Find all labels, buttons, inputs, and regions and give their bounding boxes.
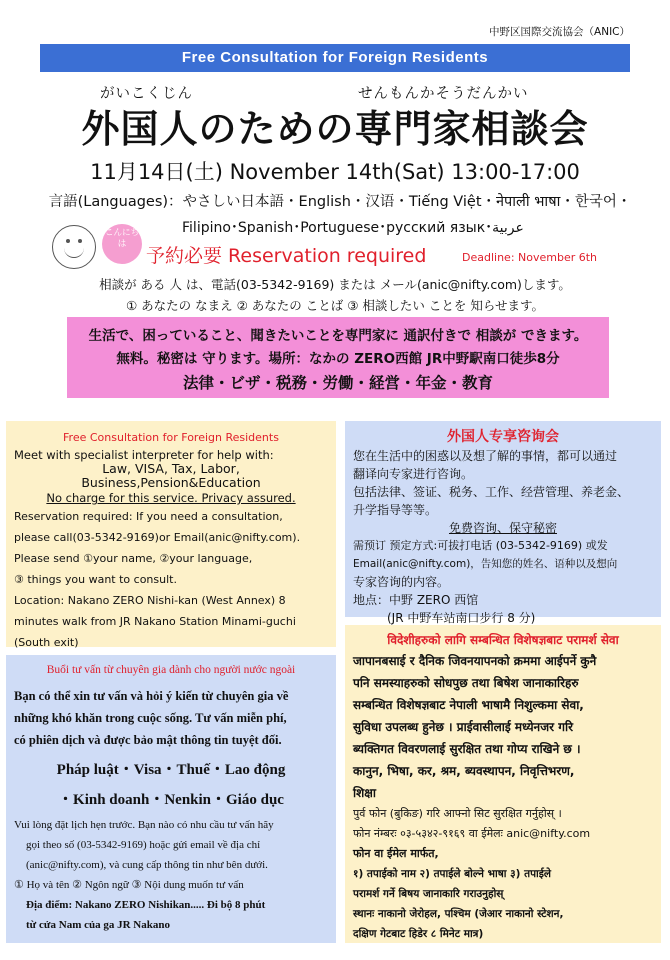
title-ruby-left: がいこくじん: [100, 86, 193, 102]
nepali-line: परामर्श गर्ने बिषय जानाकारि गराउनुहोस्: [353, 888, 504, 900]
vietnamese-line: có phiên dịch và được bảo mật thông tin tuyệt đối.: [14, 733, 282, 747]
nepali-section: [345, 625, 661, 943]
chinese-line: (JR 中野车站南口步行 8 分): [387, 611, 536, 625]
chinese-line: 免费咨询、保守秘密: [448, 521, 557, 535]
top-banner: Free Consultation for Foreign Residents: [40, 44, 630, 72]
nepali-line: जापानबसाई र दैनिक जिवनयापनको क्रममा आईपर्ने कुनै: [353, 654, 597, 668]
english-line: Meet with specialist interpreter for help with:: [14, 448, 274, 462]
nepali-line: पुर्व फोन (बुकिङ) गरि आफ्नो सिट सुरक्षित गर्नुहोस् ।: [353, 807, 562, 820]
event-date: 11月14日(土) November 14th(Sat) 13:00-17:00: [90, 160, 580, 184]
english-line: Location: Nakano ZERO Nishi-kan (West Annex) 8: [14, 594, 286, 607]
vietnamese-title: Buổi tư vấn từ chuyên gia dành cho người nước ngoài: [46, 664, 296, 676]
chinese-line: 包括法律、签证、税务、工作、经营管理、养老金、: [353, 485, 630, 499]
vietnamese-line: những khó khăn trong cuộc sống. Tư vấn miễn phí,: [14, 711, 287, 725]
nepali-line: कानुन, भिषा, कर, श्रम, ब्यवस्थापन, निवृत्तिभरण,: [353, 764, 575, 778]
nepali-line: ब्यक्तिगत विवरणलाई सुरक्षित तथा गोप्य राखिने छ ।: [353, 742, 581, 756]
nepali-title: विदेशीहरुको लागि सम्बन्धित विशेषज्ञबाट परामर्श सेवा: [387, 633, 619, 647]
vietnamese-line: Vui lòng đặt lịch hẹn trước. Bạn nào có nhu cầu tư vấn hãy: [14, 819, 274, 831]
pink-line-1: 生活で、困っていること、聞きたいことを専門家に 通訳付きで 相談が できます。: [88, 328, 588, 344]
chinese-line: 地点：中野 ZERO 西馆: [353, 593, 479, 607]
organization-name: 中野区国際交流協会（ANIC）: [489, 26, 630, 38]
nepali-line: सुविधा उपलब्ध हुनेछ । प्राईवासीलाई मध्येनजर गरि: [353, 720, 573, 734]
pink-line-3: 法律・ビザ・税務・労働・経営・年金・教育: [182, 374, 493, 392]
nepali-line: सम्बन्धित विशेषज्ञबाट नेपाली भाषामै निशुल्कमा सेवा,: [353, 698, 584, 712]
contact-info: 相談が ある 人 は、電話(03-5342-9169) または メール(anic@nifty.com)します。: [99, 277, 571, 292]
chinese-line: 您在生活中的困惑以及想了解的事情，都可以通过: [353, 449, 618, 463]
page-title: 外国人のための専門家相談会: [81, 107, 589, 151]
english-line: No charge for this service. Privacy assured.: [46, 491, 296, 505]
nepali-line: पनि समस्याहरुको सोधपुछ तथा बिषेश जानाकारिहरु: [353, 676, 579, 690]
smiley-face-icon: [52, 225, 96, 269]
english-line: minutes walk from JR Nakano Station Minami-guchi: [14, 615, 296, 628]
vietnamese-section: [6, 655, 336, 943]
nepali-line: फोन नंम्बरः ०३-५३४२-९१६९ वा ईमेलः anic@nifty.com: [353, 827, 591, 840]
nepali-line: स्थानः नाकानो जेरोहल, पश्चिम (जेआर नाकानो स्टेशन,: [353, 908, 564, 920]
english-line: Please send ①your name, ②your language,: [14, 552, 253, 565]
title-ruby-right: せんもんかそうだんかい: [358, 86, 529, 102]
reservation-required: 予約必要 Reservation required: [146, 245, 427, 267]
english-title: Free Consultation for Foreign Residents: [63, 431, 279, 444]
english-line: Law, VISA, Tax, Labor,: [102, 461, 240, 476]
chinese-line: 升学指导等等。: [353, 503, 438, 517]
english-line: please call(03-5342-9169)or Email(anic@nifty.com).: [14, 531, 301, 544]
vietnamese-line: (anic@nifty.com), và cung cấp thông tin như bên dưới.: [26, 859, 268, 871]
deadline: Deadline: November 6th: [462, 251, 598, 264]
english-line: Business,Pension&Education: [81, 475, 261, 490]
nepali-line: शिक्षा: [353, 786, 376, 800]
english-line: (South exit): [14, 636, 79, 649]
english-line: Reservation required: If you need a consultation,: [14, 510, 283, 523]
chinese-title: 外国人专享咨询会: [447, 429, 559, 445]
chinese-section: [345, 421, 661, 625]
vietnamese-line: Pháp luật・Visa・Thuế・Lao động: [56, 762, 286, 778]
vietnamese-line: gọi theo số (03-5342-9169) hoặc gửi email về địa chỉ: [26, 839, 261, 851]
pink-info-box: [67, 317, 609, 398]
languages-line-1: 言語(Languages)：やさしい日本語・English・汉语・Tiếng Việt・नेपाली भाषा・한국어・: [48, 194, 632, 210]
chinese-line: Email(anic@nifty.com)，告知您的姓名、语种以及想向: [353, 558, 618, 570]
hello-badge: こんにちは: [102, 224, 142, 264]
languages-line-2: Filipino･Spanish･Portuguese･русский язык･عربية: [182, 220, 524, 236]
nepali-line: दक्षिण गेटबाट हिडेर ८ मिनेट मात्र): [353, 928, 484, 940]
pink-line-2: 無料。秘密は 守ります。場所：なかの ZERO西館 JR中野駅南口徒歩8分: [116, 351, 560, 367]
english-section: [6, 421, 336, 647]
vietnamese-line: Địa điểm: Nakano ZERO Nishikan..... Đi bộ 8 phút: [26, 899, 266, 911]
vietnamese-line: Bạn có thể xin tư vấn và hỏi ý kiến từ chuyên gia về: [14, 689, 289, 703]
chinese-line: 翻译向专家进行咨询。: [353, 467, 474, 481]
chinese-line: 专家咨询的内容。: [353, 575, 450, 589]
nepali-line: फोन वा ईमेल मार्फत,: [353, 847, 439, 860]
contact-instructions: ① あなたの なまえ ② あなたの ことば ③ 相談したい ことを 知らせます。: [125, 298, 544, 313]
vietnamese-line: từ cửa Nam của ga JR Nakano: [26, 919, 170, 931]
english-line: ③ things you want to consult.: [14, 573, 177, 586]
nepali-line: १) तपाईको नाम २) तपाईले बोल्ने भाषा ३) तपाईले: [353, 868, 552, 880]
vietnamese-line: ① Họ và tên ② Ngôn ngữ ③ Nội dung muốn tư vấn: [14, 879, 244, 891]
chinese-line: 需预订 预定方式:可拔打电话 (03-5342-9169) 或发: [353, 539, 608, 552]
vietnamese-line: ・Kinh doanh・Nenkin・Giáo dục: [58, 792, 284, 808]
